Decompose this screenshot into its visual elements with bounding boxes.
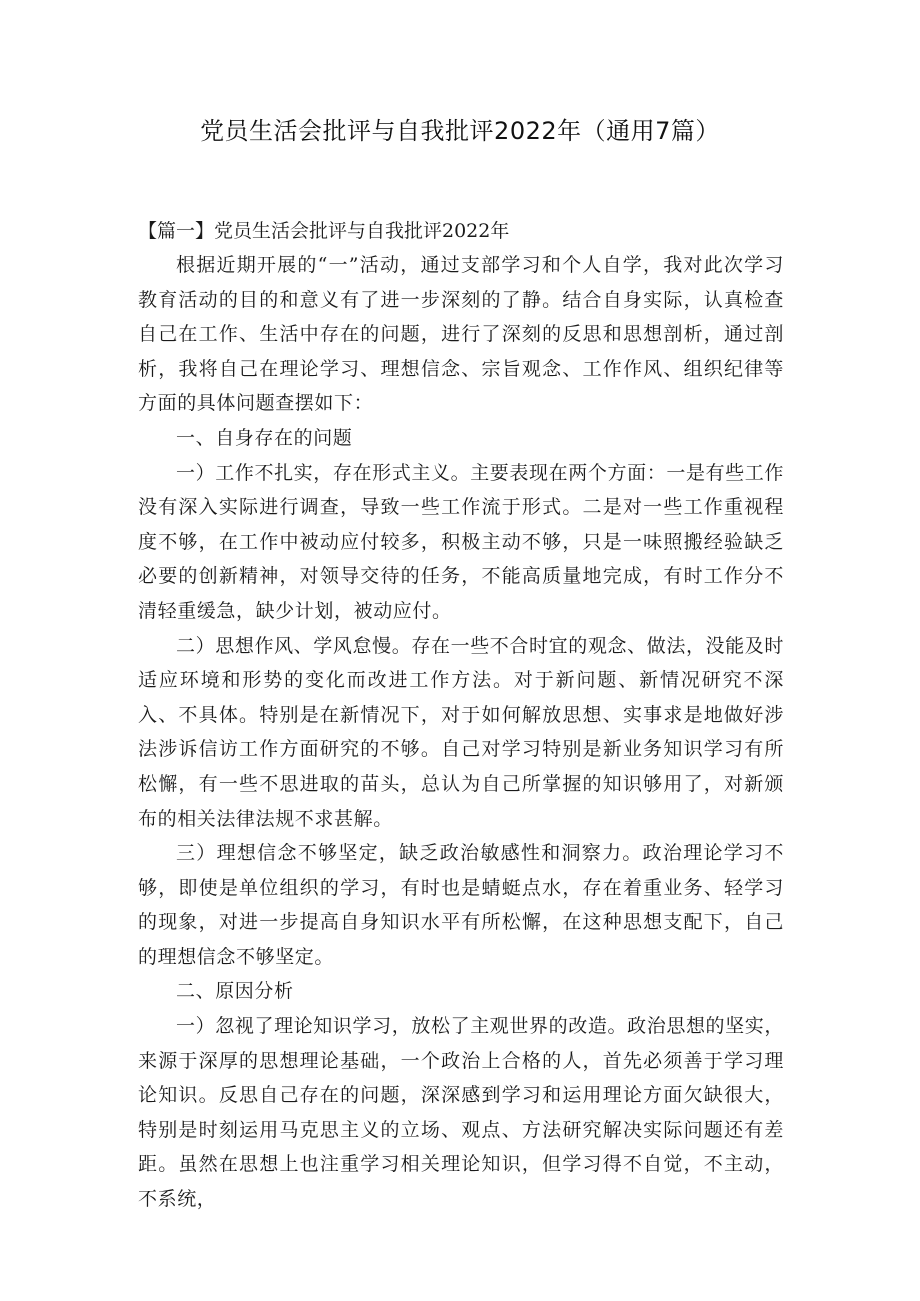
document-title: 党员生活会批评与自我批评2022年（通用7篇） bbox=[200, 117, 720, 145]
paragraph: 二）思想作风、学风怠慢。存在一些不合时宜的观念、做法，没能及时适应环境和形势的变化而改进工作方法。对于新问题、新情况研究不深入、不具体。特别是在新情况下，对于如何解放思想、实事求是地做好涉法涉诉信访工作方面研究的不够。自己对学习特别是新业务知识学习有所松懈，有一些不思进取的苗头，总认为自己所掌握的知识够用了，对新颁布的相关法律法规不求甚解。 bbox=[138, 634, 784, 830]
section-heading: 【篇一】党员生活会批评与自我批评2022年 bbox=[138, 220, 510, 242]
paragraph: 一）忽视了理论知识学习，放松了主观世界的改造。政治思想的坚实，来源于深厚的思想理论基础，一个政治上合格的人，首先必须善于学习理论知识。反思自己存在的问题，深深感到学习和运用理论方面欠缺很大，特别是时刻运用马克思主义的立场、观点、方法研究解决实际问题还有差距。虽然在思想上也注重学习相关理论知识，但学习得不自觉，不主动，不系统， bbox=[138, 1015, 784, 1211]
paragraph: 根据近期开展的“一”活动，通过支部学习和个人自学，我对此次学习教育活动的目的和意义有了进一步深刻的了静。结合自身实际，认真检查自己在工作、生活中存在的问题，进行了深刻的反思和思想剖析，通过剖析，我将自己在理论学习、理想信念、宗旨观念、工作作风、组织纪律等方面的具体问题查摆如下： bbox=[138, 254, 784, 415]
subheading: 一、自身存在的问题 bbox=[176, 426, 353, 449]
paragraph: 一）工作不扎实，存在形式主义。主要表现在两个方面：一是有些工作没有深入实际进行调查，导致一些工作流于形式。二是对一些工作重视程度不够，在工作中被动应付较多，积极主动不够，只是一味照搬经验缺乏必要的创新精神，对领导交待的任务，不能高质量地完成，有时工作分不清轻重缓急，缺少计划，被动应付。 bbox=[138, 461, 784, 622]
paragraph: 三）理想信念不够坚定，缺乏政治敏感性和洞察力。政治理论学习不够，即使是单位组织的学习，有时也是蜻蜓点水，存在着重业务、轻学习的现象，对进一步提高自身知识水平有所松懈，在这种思想支配下，自己的理想信念不够坚定。 bbox=[138, 842, 784, 968]
document-body bbox=[138, 214, 784, 1217]
subheading: 二、原因分析 bbox=[176, 980, 294, 1003]
